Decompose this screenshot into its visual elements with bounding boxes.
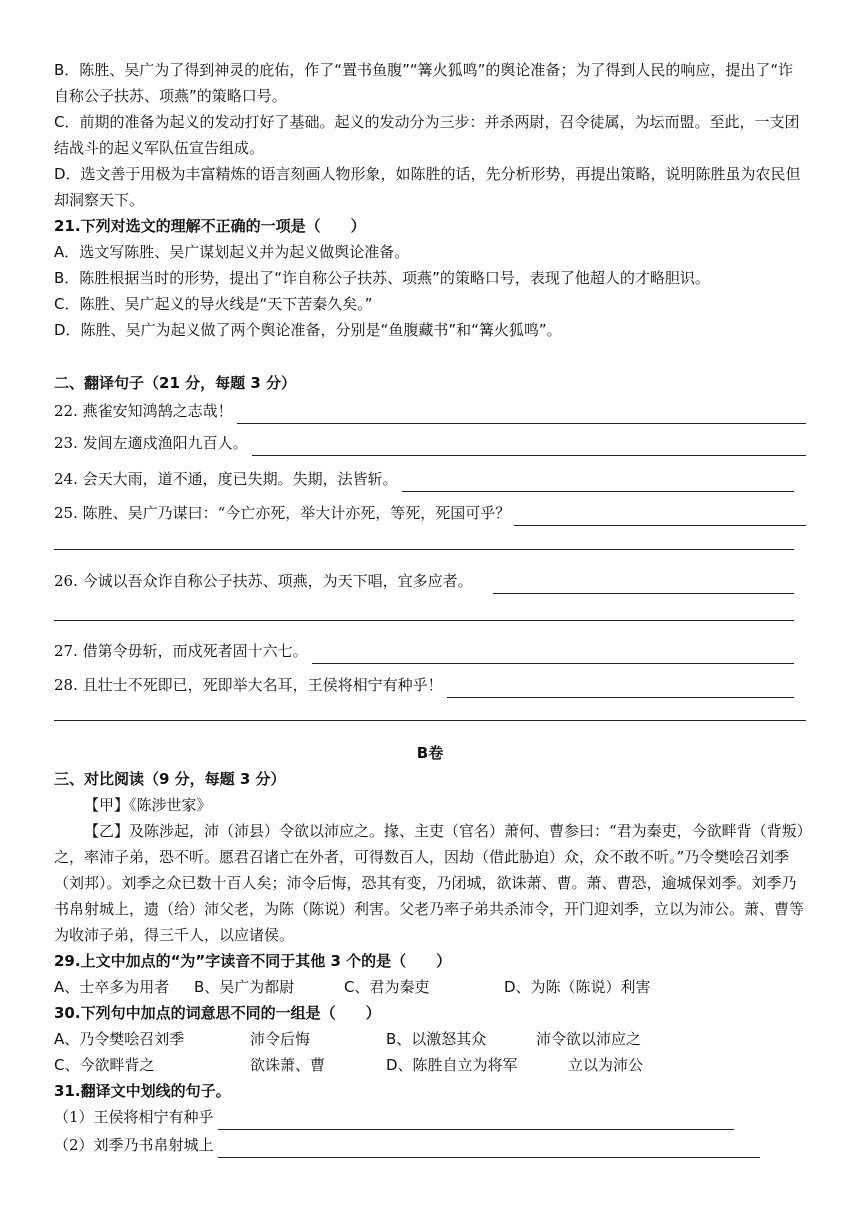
section-3 bbox=[54, 766, 806, 948]
q28-row bbox=[54, 672, 794, 698]
q28-answer-line[interactable] bbox=[447, 679, 794, 698]
q25-text: 25. 陈胜、吴广乃谋曰：“今亡亦死，举大计亦死，等死，死国可乎？ bbox=[54, 504, 511, 522]
q21-option-b: B．陈胜根据当时的形势，提出了“诈自称公子扶苏、项燕”的策略口号，表现了他超人的才略胆识。 bbox=[54, 269, 710, 287]
option-c: C．前期的准备为起义的发动打好了基础。起义的发动分为三步：并杀两尉，召令徒属，为坛而盟。至此，一支团结战斗的起义军队伍宣告组成。 bbox=[54, 113, 800, 157]
q25-answer-line[interactable] bbox=[514, 507, 806, 526]
option-b: B．陈胜、吴广为了得到神灵的庇佑，作了“置书鱼腹”“篝火狐鸣”的舆论准备；为了得到人民的响应，提出了“诈自称公子扶苏、项燕”的策略口号。 bbox=[54, 61, 794, 105]
q30-d-2: 立以为沛公 bbox=[568, 1056, 644, 1074]
q30-b-2: 沛令欲以沛应之 bbox=[536, 1030, 642, 1048]
q31-2-row bbox=[54, 1132, 760, 1158]
q23-row bbox=[54, 430, 806, 456]
q26-answer-line[interactable] bbox=[493, 575, 794, 594]
q30-a-1: A、乃令樊哙召刘季 bbox=[54, 1030, 185, 1048]
q29-option-b: B、吴广为都尉 bbox=[194, 978, 295, 996]
passage-jia: 【甲】《陈涉世家》 bbox=[84, 796, 212, 814]
q22-answer-line[interactable] bbox=[237, 405, 806, 424]
section-2-title: 二、翻译句子（21 分，每题 3 分） bbox=[54, 374, 296, 392]
q30-d-1: D、陈胜自立为将军 bbox=[386, 1056, 518, 1074]
q27-row bbox=[54, 638, 794, 664]
section-3-title: 三、对比阅读（9 分，每题 3 分） bbox=[54, 770, 286, 788]
question-30-title: 30.下列句中加点的词意思不同的一组是（ ） bbox=[54, 1004, 381, 1022]
question-29 bbox=[54, 948, 806, 1000]
q23-text: 23. 发闾左適戍渔阳九百人。 bbox=[54, 434, 248, 452]
q30-c-1: C、今欲畔背之 bbox=[54, 1056, 155, 1074]
q26-answer-line-2[interactable] bbox=[54, 598, 794, 621]
q30-row-1 bbox=[54, 1026, 806, 1052]
q23-answer-line[interactable] bbox=[252, 437, 806, 456]
q28-answer-line-2[interactable] bbox=[54, 698, 806, 721]
q28-text: 28. 且壮士不死即已，死即举大名耳，王侯将相宁有种乎！ bbox=[54, 676, 443, 694]
passage-yi: 【乙】及陈涉起，沛（沛县）令欲以沛应之。掾、主吏（官名）萧何、曹参曰：“君为秦吏，今欲畔背（背叛）之，率沛子弟，恐不听。愿君召诸亡在外者，可得数百人，因劫（借此胁迫）众，众不敢不听。”乃令樊哙召刘季（刘邦）。刘季之众已数十百人矣；沛令后悔，恐其有变，乃闭城，欲诛萧、曹。萧、曹恐，逾城保刘季。刘季乃书帛射城上，遗（给）沛父老，为陈（陈说）利害。父老乃率子弟共杀沛令，开门迎刘季，立以为沛公。萧、曹等为收沛子弟，得三千人，以应诸侯。 bbox=[54, 822, 805, 944]
q26-text: 26. 今诚以吾众诈自称公子扶苏、项燕，为天下唱，宜多应者。 bbox=[54, 572, 473, 590]
q21-option-a: A．选文写陈胜、吴广谋划起义并为起义做舆论准备。 bbox=[54, 243, 410, 261]
question-21 bbox=[54, 213, 806, 343]
q29-option-c: C、君为秦吏 bbox=[344, 978, 430, 996]
section-2 bbox=[54, 370, 806, 396]
q27-text: 27. 借第令毋斩，而戍死者固十六七。 bbox=[54, 642, 308, 660]
q25-row bbox=[54, 500, 806, 526]
question-30 bbox=[54, 1000, 806, 1078]
question-31 bbox=[54, 1078, 806, 1104]
q27-answer-line[interactable] bbox=[312, 645, 794, 664]
q31-2-answer-line[interactable] bbox=[218, 1139, 760, 1158]
q30-c-2: 欲诛萧、曹 bbox=[250, 1056, 326, 1074]
q24-text: 24. 会天大雨，道不通，度已失期。失期，法皆斩。 bbox=[54, 470, 398, 488]
q31-2-text: （2）刘季乃书帛射城上 bbox=[54, 1136, 214, 1154]
q24-row bbox=[54, 466, 794, 492]
b-juan-heading: B卷 bbox=[416, 744, 444, 762]
q30-row-2 bbox=[54, 1052, 806, 1078]
q29-option-d: D、为陈（陈说）利害 bbox=[504, 978, 651, 996]
q21-option-d: D．陈胜、吴广为起义做了两个舆论准备，分别是“鱼腹藏书”和“篝火狐鸣”。 bbox=[54, 321, 562, 339]
q29-options bbox=[54, 974, 806, 1000]
option-d: D．选文善于用极为丰富精炼的语言刻画人物形象，如陈胜的话，先分析形势，再提出策略，说明陈胜虽为农民但却洞察天下。 bbox=[54, 165, 801, 209]
q24-answer-line[interactable] bbox=[402, 473, 794, 492]
q31-1-text: （1）王侯将相宁有种乎 bbox=[54, 1108, 214, 1126]
q26-row bbox=[54, 568, 794, 594]
question-29-title: 29.上文中加点的“为”字读音不同于其他 3 个的是（ ） bbox=[54, 952, 452, 970]
question-31-title: 31.翻译文中划线的句子。 bbox=[54, 1082, 231, 1100]
question-21-title: 21.下列对选文的理解不正确的一项是（ ） bbox=[54, 217, 366, 235]
q22-row bbox=[54, 398, 806, 424]
q22-text: 22. 燕雀安知鸿鹄之志哉！ bbox=[54, 402, 233, 420]
q29-option-a: A、士卒多为用者 bbox=[54, 978, 170, 996]
q31-1-answer-line[interactable] bbox=[218, 1111, 734, 1130]
q25-answer-line-2[interactable] bbox=[54, 527, 794, 550]
q30-b-1: B、以激怒其众 bbox=[386, 1030, 487, 1048]
top-options bbox=[54, 57, 806, 213]
q21-option-c: C．陈胜、吴广起义的导火线是“天下苦秦久矣。” bbox=[54, 295, 373, 313]
q30-a-2: 沛令后悔 bbox=[250, 1030, 311, 1048]
q31-1-row bbox=[54, 1104, 734, 1130]
